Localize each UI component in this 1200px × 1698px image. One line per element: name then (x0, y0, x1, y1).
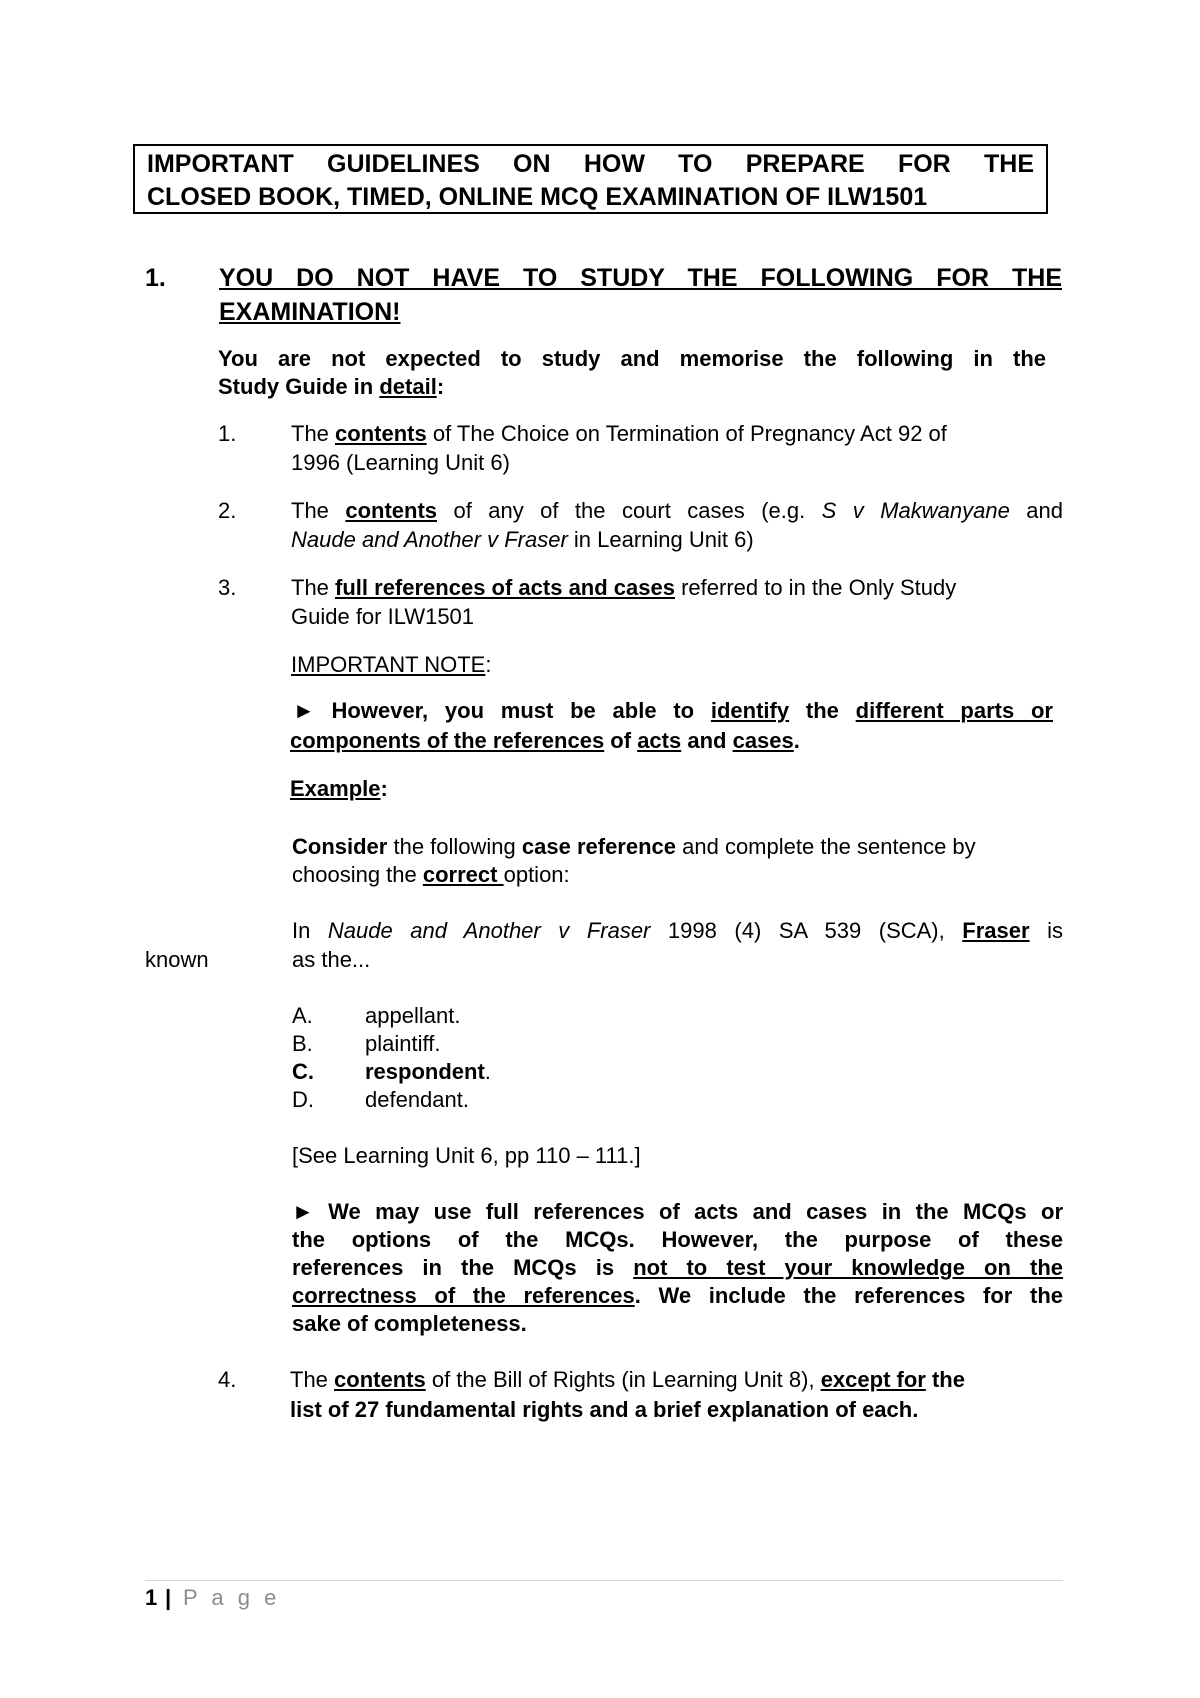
question-known: known (145, 947, 209, 972)
item-2-line-1: The contents of any of the court cases (e.g. S v Makwanyane and (291, 498, 1063, 523)
item-1-number: 1. (218, 421, 237, 446)
option-a-letter: A. (292, 1003, 313, 1028)
intro-line-1: You are not expected to study and memorise the following in the (218, 346, 1046, 371)
item-3-line-1: The full references of acts and cases referred to in the Only Study (291, 575, 957, 600)
section-heading-line-1: YOU DO NOT HAVE TO STUDY THE FOLLOWING FOR THE (219, 264, 1062, 292)
item-1-line-1: The contents of The Choice on Termination of Pregnancy Act 92 of (291, 421, 947, 446)
title-line-2: CLOSED BOOK, TIMED, ONLINE MCQ EXAMINATION OF ILW1501 (147, 183, 928, 211)
consider-line-1: Consider the following case reference and complete the sentence by (292, 834, 976, 859)
item-4-line-2: list of 27 fundamental rights and a brief explanation of each. (290, 1397, 919, 1422)
item-1-line-2: 1996 (Learning Unit 6) (291, 450, 510, 475)
full-references-emphasis: full references of acts and cases (335, 575, 675, 600)
important-note-line-1: ► However, you must be able to identify the different parts or (293, 698, 1053, 723)
note2-line-4: correctness of the references. We include the references for the (292, 1283, 1063, 1308)
note2-line-3: references in the MCQs is not to test your knowledge on the (292, 1255, 1064, 1280)
note2-line-1: ► We may use full references of acts and cases in the MCQs or (292, 1199, 1063, 1224)
intro-line-2: Study Guide in detail: (218, 374, 445, 399)
page-label: P a g e (183, 1585, 281, 1610)
item-2-number: 2. (218, 498, 237, 523)
title-box (133, 144, 1048, 214)
footer-separator: | (165, 1585, 172, 1610)
item-3-line-2: Guide for ILW1501 (291, 604, 475, 629)
see-reference: [See Learning Unit 6, pp 110 – 111.] (292, 1143, 641, 1168)
note2-line-5: sake of completeness. (292, 1311, 527, 1336)
option-a-text: appellant. (365, 1003, 461, 1028)
section-number: 1. (145, 264, 166, 292)
important-note-line-2: components of the references of acts and cases. (290, 728, 800, 753)
item-4-number: 4. (218, 1367, 237, 1392)
important-note-label: IMPORTANT NOTE: (291, 652, 492, 677)
option-b-text: plaintiff. (365, 1031, 441, 1056)
item-4-line-1: The contents of the Bill of Rights (in Learning Unit 8), except for the (290, 1367, 965, 1392)
item-3-number: 3. (218, 575, 237, 600)
contents-emphasis: contents (334, 1367, 426, 1392)
title-line-1: IMPORTANT GUIDELINES ON HOW TO PREPARE FOR THE (147, 150, 1034, 178)
page-number: 1 (145, 1585, 158, 1610)
option-d-letter: D. (292, 1087, 314, 1112)
section-heading-line-2: EXAMINATION! (219, 298, 401, 326)
note2-line-2: the options of the MCQs. However, the purpose of these (292, 1227, 1063, 1252)
contents-emphasis: contents (335, 421, 427, 446)
footer-rule (145, 1580, 1063, 1581)
option-c-text: respondent. (365, 1059, 491, 1084)
example-label: Example: (290, 776, 388, 801)
question-line-2: as the... (292, 947, 371, 972)
option-b-letter: B. (292, 1031, 313, 1056)
option-c-letter: C. (292, 1059, 314, 1084)
question-line-1: In Naude and Another v Fraser 1998 (4) SA 539 (SCA), Fraser is (292, 918, 1064, 943)
option-d-text: defendant. (365, 1087, 469, 1112)
item-2-line-2: Naude and Another v Fraser in Learning Unit 6) (291, 527, 754, 552)
contents-emphasis: contents (345, 498, 438, 523)
consider-line-2: choosing the correct option: (292, 862, 570, 887)
detail-emphasis: detail (379, 374, 437, 399)
